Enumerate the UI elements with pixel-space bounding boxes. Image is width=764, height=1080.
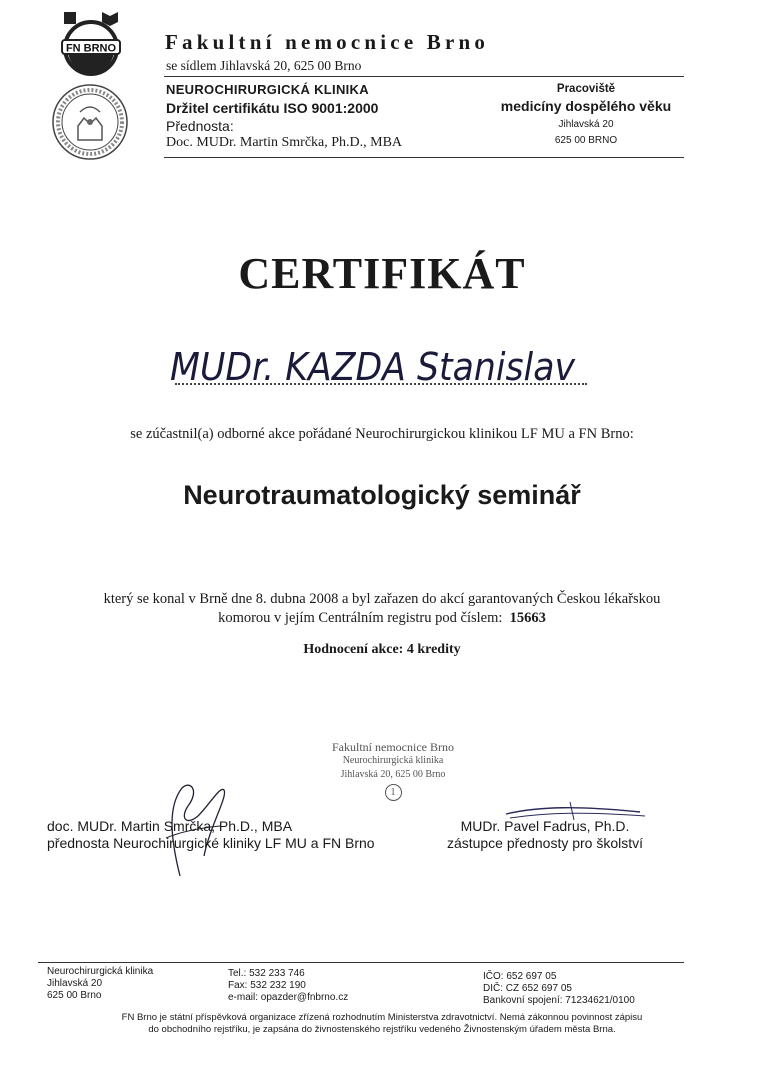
signatory-right-role: zástupce přednosty pro školství [446,835,644,851]
footer-divider [38,962,684,963]
department-label: Pracoviště [556,83,616,95]
department-title: medicíny dospělého věku [500,98,672,114]
recipient-handwritten-name [170,328,590,396]
event-name: Neurotraumatologický seminář [183,480,581,510]
event-details [60,590,704,628]
footer-dic: DIČ: CZ 652 697 05 [483,983,572,994]
stamp-line3: Jihlavská 20, 625 00 Brno [340,769,446,780]
iso-certificate-line: Držitel certifikátu ISO 9001:2000 [166,100,379,116]
clinic-name: NEUROCHIRURGICKÁ KLINIKA [166,82,369,97]
footer-address-line: Neurochirurgická klinika [47,966,154,977]
event-details-line2 [60,609,704,628]
recipient-name: MUDr. KAZDA Stanislav [170,345,576,389]
footer-address-line: 625 00 Brno [47,990,102,1001]
legal-line1: FN Brno je státní příspěvková organizace zřízená rozhodnutím Ministerstva zdravotnictví. Nemá zákonnou povinnost zápisu [121,1012,643,1023]
signatory-left-role: přednosta Neurochirurgické kliniky LF MU a FN Brno [47,835,375,851]
stamp-line1: Fakultní nemocnice Brno [332,740,454,754]
hospital-address: se sídlem Jihlavská 20, 625 00 Brno [166,58,362,73]
legal-notice [40,1012,724,1036]
logo-text: FN BRNO [65,42,117,55]
event-details-line1: který se konal v Brně dne 8. dubna 2008 a byl zařazen do akcí garantovaných Českou lékařskou [103,591,661,607]
footer-email: e-mail: opazder@fnbrno.cz [228,992,349,1003]
department-street: Jihlavská 20 [558,119,614,130]
stamp-line2: Neurochirurgická klinika [342,755,444,766]
head-name: Doc. MUDr. Martin Smrčka, Ph.D., MBA [166,135,403,150]
footer-ids [483,971,635,1007]
signatory-left-name: doc. MUDr. Martin Smrčka, Ph.D., MBA [47,818,293,834]
header-divider-bottom [164,157,684,158]
footer-fax: Fax: 532 232 190 [228,980,306,991]
certificate-title: CERTIFIKÁT [238,249,526,298]
signatory-left [47,818,375,852]
footer-address [47,966,153,1002]
participation-statement: se zúčastnil(a) odborné akce pořádané Neurochirurgickou klinikou LF MU a FN Brno: [130,426,634,442]
department-city: 625 00 BRNO [554,135,618,146]
hospital-name: Fakultní nemocnice Brno [165,30,490,54]
footer-ico: IČO: 652 697 05 [483,971,557,982]
footer-bank: Bankovní spojení: 71234621/0100 [483,995,635,1006]
footer-address-line: Jihlavská 20 [47,978,103,989]
stamp-number: 1 [385,784,402,801]
head-label: Přednosta: [166,118,234,134]
event-details-line2-prefix: komorou v jejím Centrálním registru pod číslem: [218,610,503,626]
department-block [486,82,686,148]
footer-phone: Tel.: 532 233 746 [228,968,305,979]
signatory-right-name: MUDr. Pavel Fadrus, Ph.D. [460,818,630,834]
legal-line2: do obchodního rejstříku, je zapsána do živnostenského rejstříku vedeného Živnostenským úřadem města Brna. [148,1024,616,1035]
fn-brno-logo-icon [58,10,124,76]
event-rating: Hodnocení akce: 4 kredity [303,642,461,657]
official-stamp [318,740,468,801]
registry-number: 15663 [509,610,546,626]
recipient-dotted-line [175,383,587,385]
footer-contact [228,968,348,1004]
header-divider-top [164,76,684,77]
university-seal-icon [50,82,130,162]
signatory-right [440,818,650,852]
